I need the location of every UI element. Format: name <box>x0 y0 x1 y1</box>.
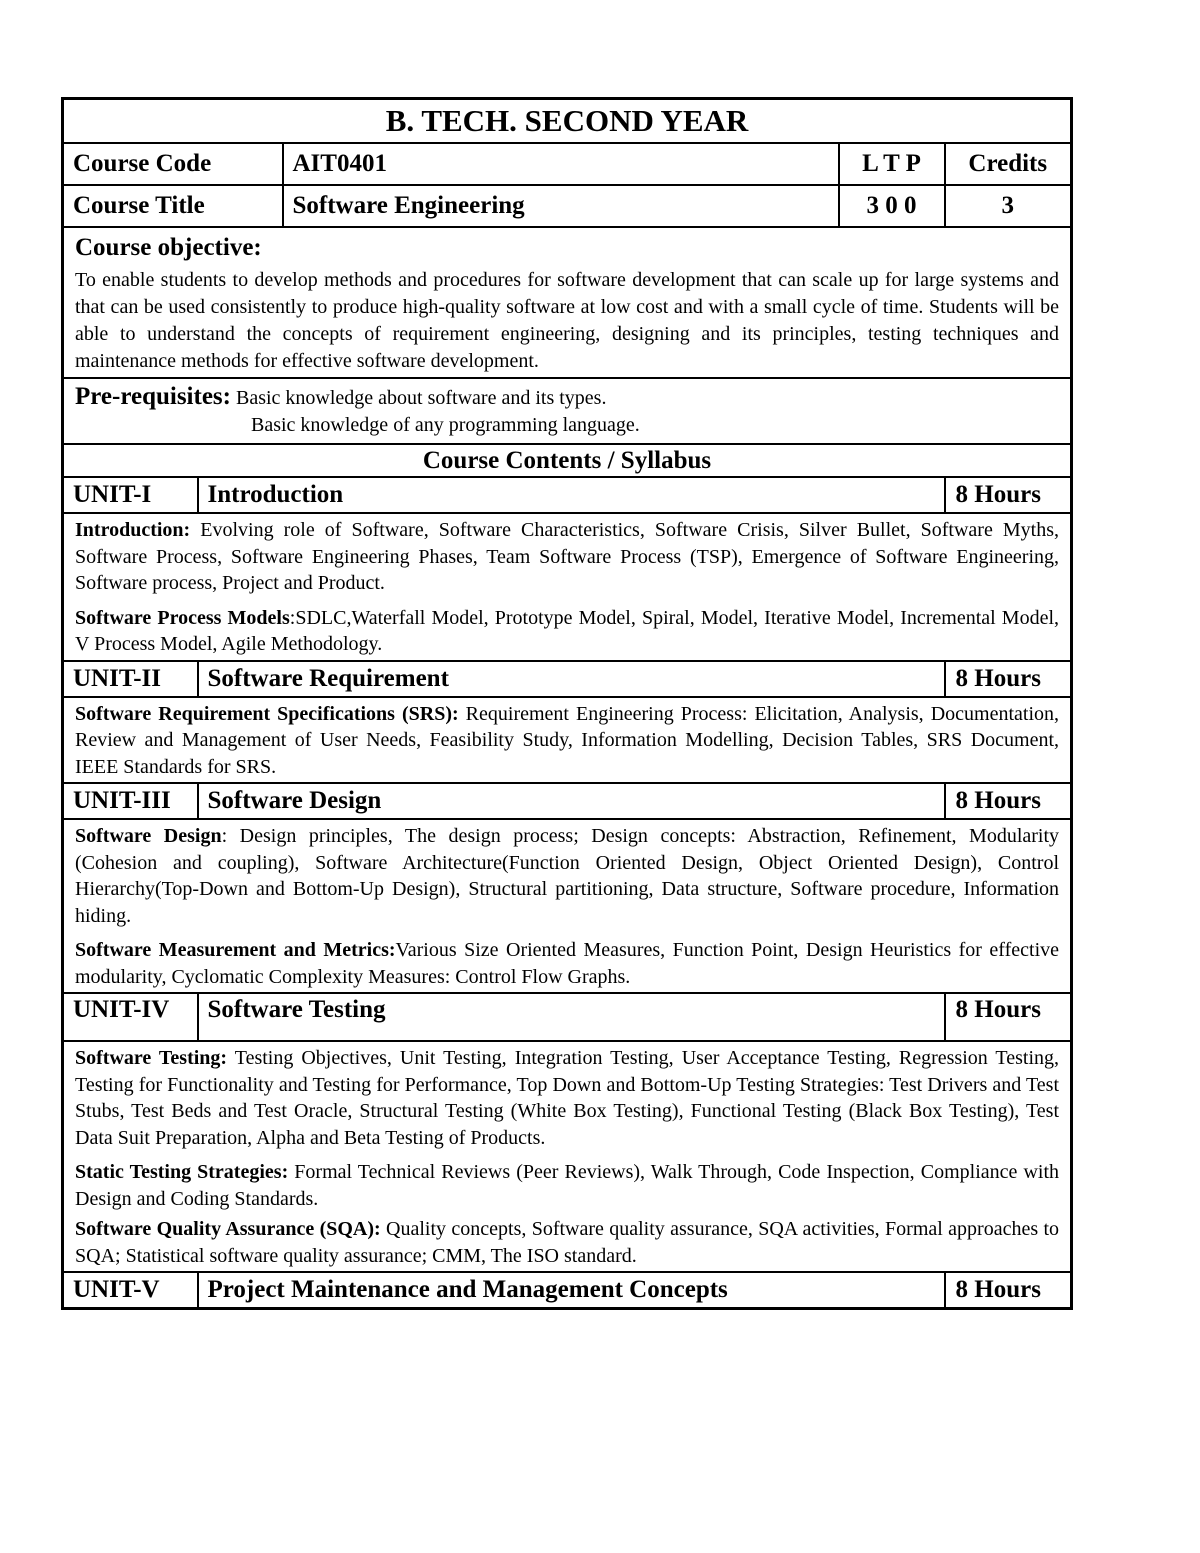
ltp-value: 3 0 0 <box>839 185 945 227</box>
credits-label: Credits <box>945 143 1072 185</box>
course-code-value: AIT0401 <box>283 143 839 185</box>
unit-hours: 8 Hours <box>945 661 1072 697</box>
unit-title: Project Maintenance and Management Concepts <box>198 1272 945 1309</box>
unit-content <box>63 1041 1072 1272</box>
topic-paragraph: Software Quality Assurance (SQA): Quality concepts, Software quality assurance, SQA activities, Formal approaches to SQA; Statistical software quality assurance; CMM, The ISO standard. <box>75 1218 1060 1267</box>
prerequisite-item: Basic knowledge of any programming language. <box>251 414 640 436</box>
unit-number: UNIT-III <box>63 783 198 819</box>
syllabus-page <box>61 97 1070 1310</box>
page-title: B. TECH. SECOND YEAR <box>63 99 1072 144</box>
unit-hours: 8 Hours <box>945 1272 1072 1309</box>
topic-paragraph: Introduction: Evolving role of Software, Software Characteristics, Software Crisis, Silver Bullet, Software Myths, Software Process, Software Engineering Phases, Team Software Process (TSP), Emergence of Software Engineering, Software process, Project and Product. <box>75 519 1060 594</box>
unit-hours: 8 Hours <box>945 993 1072 1041</box>
prerequisite-item: Basic knowledge about software and its types. <box>235 387 607 409</box>
unit-title: Software Design <box>198 783 945 819</box>
unit-number: UNIT-II <box>63 661 198 697</box>
syllabus-table <box>61 97 1073 1310</box>
unit-title: Software Requirement <box>198 661 945 697</box>
unit-content <box>63 819 1072 993</box>
unit-content <box>63 697 1072 784</box>
course-title-value: Software Engineering <box>283 185 839 227</box>
topic-paragraph: Software Process Models:SDLC,Waterfall Model, Prototype Model, Spiral, Model, Iterative Model, Incremental Model, V Process Model, Agile Methodology. <box>75 606 1060 655</box>
unit-title: Software Testing <box>198 993 945 1041</box>
ltp-label: L T P <box>839 143 945 185</box>
syllabus-heading: Course Contents / Syllabus <box>63 444 1072 477</box>
unit-number: UNIT-V <box>63 1272 198 1309</box>
topic-paragraph: Software Requirement Specifications (SRS): Requirement Engineering Process: Elicitation, Analysis, Documentation, Review and Management of User Needs, Feasibility Study, Information Modelling, Decision Tables, SRS Document, IEEE Standards for SRS. <box>75 702 1060 778</box>
unit-content <box>63 513 1072 661</box>
course-objective-cell <box>63 227 1072 378</box>
topic-paragraph: Static Testing Strategies: Formal Technical Reviews (Peer Reviews), Walk Through, Code Inspection, Compliance with Design and Coding Standards. <box>75 1161 1060 1210</box>
unit-hours: 8 Hours <box>945 783 1072 819</box>
unit-hours: 8 Hours <box>945 477 1072 513</box>
topic-paragraph: Software Testing: Testing Objectives, Unit Testing, Integration Testing, User Acceptance Testing, Regression Testing, Testing for Functionality and Testing for Performance, Top Down and Bottom-Up Testing Strategies: Test Drivers and Test Stubs, Test Beds and Test Oracle, Structural Testing (White Box Testing), Functional Testing (Black Box Testing), Test Data Suit Preparation, Alpha and Beta Testing of Products. <box>75 1047 1060 1149</box>
prerequisites-cell <box>63 378 1072 444</box>
unit-number: UNIT-IV <box>63 993 198 1041</box>
course-code-label: Course Code <box>63 143 283 185</box>
unit-number: UNIT-I <box>63 477 198 513</box>
course-objective-heading: Course objective: <box>75 234 262 261</box>
prerequisites-label: Pre-requisites: <box>75 383 231 410</box>
unit-title: Introduction <box>198 477 945 513</box>
credits-value: 3 <box>945 185 1072 227</box>
topic-paragraph: Software Measurement and Metrics:Various Size Oriented Measures, Function Point, Design Heuristics for effective modularity, Cyclomatic Complexity Measures: Control Flow Graphs. <box>75 939 1060 988</box>
course-title-label: Course Title <box>63 185 283 227</box>
topic-paragraph: Software Design: Design principles, The design process; Design concepts: Abstraction, Refinement, Modularity (Cohesion and coupling), Software Architecture(Function Oriented Design, Object Oriented Design), Control Hierarchy(Top-Down and Bottom-Up Design), Structural partitioning, Data structure, Software procedure, Information hiding. <box>75 825 1060 927</box>
course-objective-text: To enable students to develop methods and procedures for software development that can scale up for large systems and that can be used consistently to produce high-quality software at low cost and with a small cycle of time. Students will be able to understand the concepts of requirement engineering, designing and its principles, testing techniques and maintenance methods for effective software development. <box>75 269 1060 372</box>
